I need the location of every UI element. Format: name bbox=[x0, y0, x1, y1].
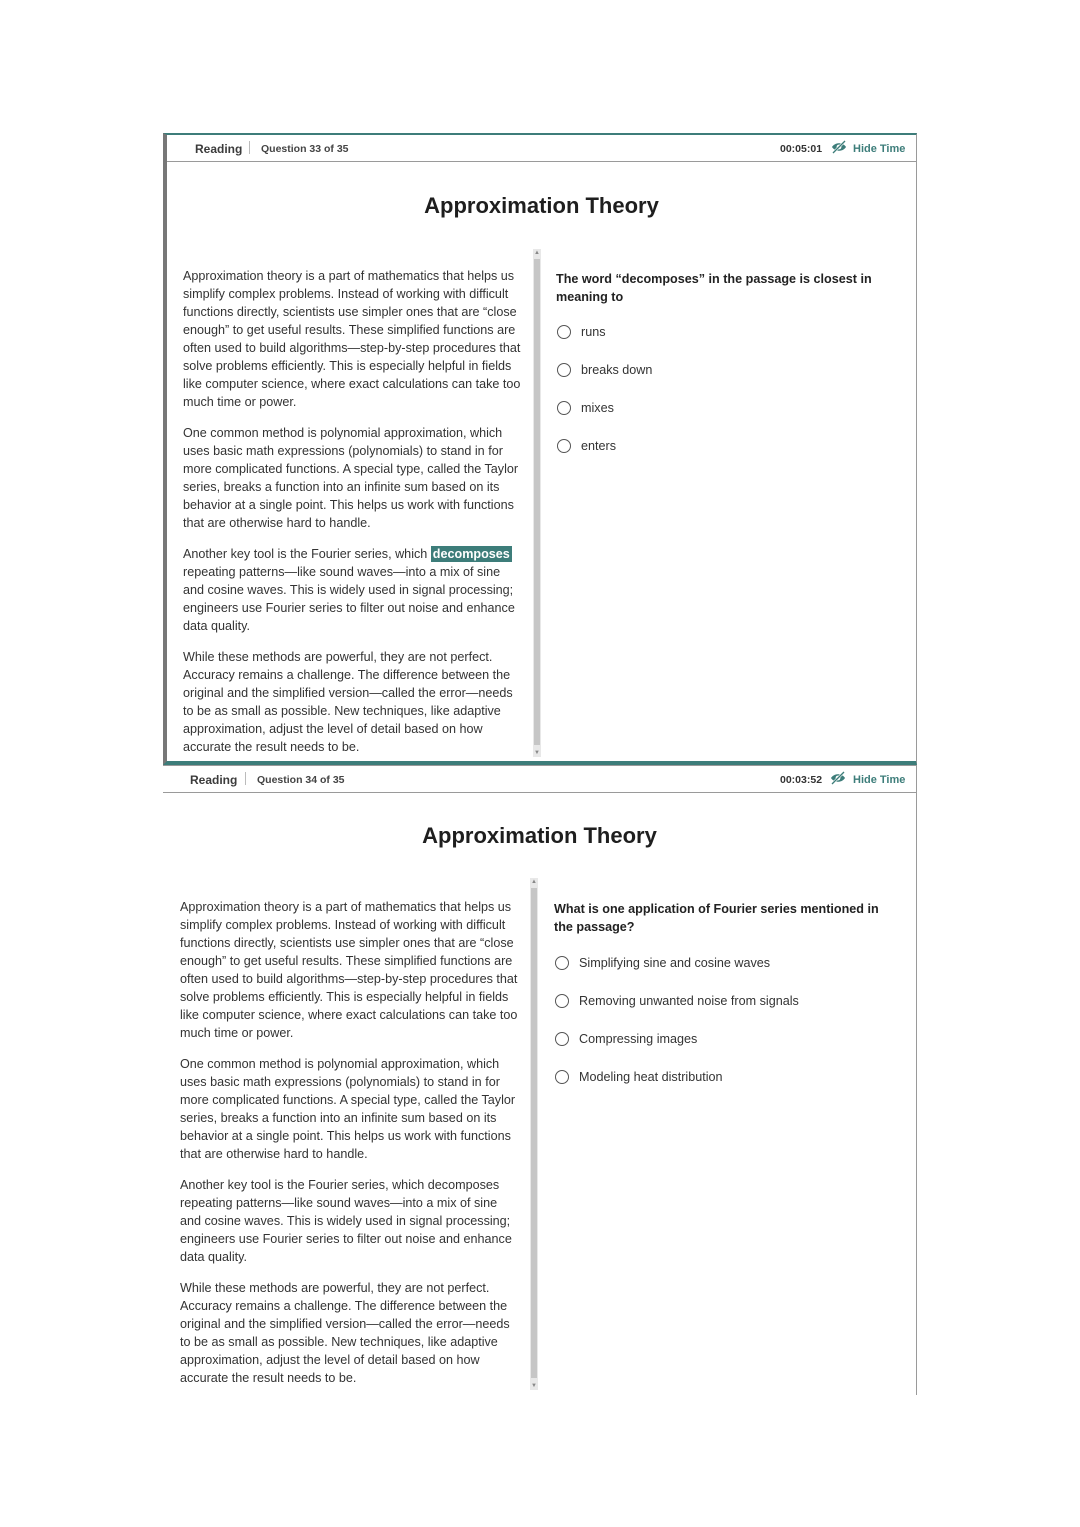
scroll-down-arrow-icon[interactable]: ▼ bbox=[531, 1383, 537, 1389]
passage-paragraph bbox=[183, 545, 523, 635]
passage-paragraph: While these methods are powerful, they are not perfect. Accuracy remains a challenge. The difference between the original and the simplified version—called the error—needs to be as small as possible. New techniques, like adaptive approximation, adjust the level of detail based on how accurate the result needs to be. bbox=[180, 1281, 510, 1385]
scroll-up-arrow-icon[interactable]: ▲ bbox=[534, 250, 540, 256]
scroll-down-arrow-icon[interactable]: ▼ bbox=[534, 750, 540, 756]
passage-text: repeating patterns—like sound waves—into a mix of sine and cosine waves. This is widely used in signal processing; engineers use Fourier series to filter out noise and enhance data quality. bbox=[183, 565, 515, 633]
top-bar bbox=[163, 765, 916, 793]
option-label: Modeling heat distribution bbox=[579, 1070, 723, 1084]
scrollbar-thumb[interactable] bbox=[534, 259, 540, 745]
radio-empty-icon[interactable] bbox=[557, 439, 571, 453]
divider bbox=[249, 141, 250, 154]
passage-paragraph: One common method is polynomial approximation, which uses basic math expressions (polynomials) to stand in for more complicated functions. A special type, called the Taylor series, breaks a function into an infinite sum based on its behavior at a single point. This helps us work with functions that are otherwise hard to handle. bbox=[180, 1057, 516, 1161]
answer-option[interactable] bbox=[557, 401, 652, 439]
option-label: breaks down bbox=[581, 363, 653, 377]
test-screen-question-33 bbox=[163, 133, 917, 765]
passage-paragraph: While these methods are powerful, they are not perfect. Accuracy remains a challenge. The difference between the original and the simplified version—called the error—needs to be as small as possible. New techniques, like adaptive approximation, adjust the level of detail based on how accurate the result needs to be. bbox=[183, 650, 513, 754]
radio-empty-icon[interactable] bbox=[555, 1032, 569, 1046]
passage-paragraph: Approximation theory is a part of mathematics that helps us simplify complex problems. Instead of working with difficult functions directly, scientists use simpler ones that are “close enough” to get useful results. These simplified functions are often used to build algorithms—step-by-step procedures that solve problems efficiently. This is especially helpful in fields like computer science, where exact calculations can take too much time or power. bbox=[180, 900, 518, 1040]
answer-options bbox=[555, 956, 799, 1108]
timer: 00:05:01 bbox=[780, 143, 823, 155]
scrollbar-thumb[interactable] bbox=[531, 888, 537, 1378]
question-counter: Question 34 of 35 bbox=[257, 774, 345, 786]
question-counter: Question 33 of 35 bbox=[261, 143, 349, 155]
radio-empty-icon[interactable] bbox=[557, 401, 571, 415]
section-label: Reading bbox=[195, 142, 243, 156]
option-label: Removing unwanted noise from signals bbox=[579, 994, 799, 1008]
test-screen-question-34 bbox=[163, 765, 917, 1395]
option-label: enters bbox=[581, 439, 617, 453]
radio-empty-icon[interactable] bbox=[557, 363, 571, 377]
page-title: Approximation Theory bbox=[424, 193, 659, 218]
highlighted-word: decomposes bbox=[432, 547, 510, 561]
passage-paragraph: Approximation theory is a part of mathematics that helps us simplify complex problems. Instead of working with difficult functions directly, scientists use simpler ones that are “close enough” to get useful results. These simplified functions are often used to build algorithms—step-by-step procedures that solve problems efficiently. This is especially helpful in fields like computer science, where exact calculations can take too much time or power. bbox=[183, 269, 521, 409]
section-label: Reading bbox=[190, 773, 238, 787]
question-text: The word “decomposes” in the passage is closest in meaning to bbox=[556, 272, 872, 304]
option-label: Compressing images bbox=[579, 1032, 698, 1046]
answer-option[interactable] bbox=[555, 956, 799, 994]
eye-slash-icon[interactable] bbox=[830, 771, 846, 785]
scroll-up-arrow-icon[interactable]: ▲ bbox=[531, 879, 537, 885]
option-label: runs bbox=[581, 325, 606, 339]
eye-slash-icon[interactable] bbox=[831, 140, 847, 154]
top-bar bbox=[167, 135, 916, 162]
radio-empty-icon[interactable] bbox=[557, 325, 571, 339]
answer-options bbox=[557, 325, 652, 477]
hide-time-button[interactable]: Hide Time bbox=[853, 774, 906, 786]
passage-scrollbar[interactable] bbox=[530, 878, 538, 1390]
radio-empty-icon[interactable] bbox=[555, 1070, 569, 1084]
passage-paragraph: Another key tool is the Fourier series, which decomposes repeating patterns—like sound waves—into a mix of sine and cosine waves. This is widely used in signal processing; engineers use Fourier series to filter out noise and enhance data quality. bbox=[180, 1178, 512, 1264]
answer-option[interactable] bbox=[555, 1032, 799, 1070]
passage-scrollbar[interactable] bbox=[533, 249, 541, 757]
passage-paragraph: One common method is polynomial approximation, which uses basic math expressions (polynomials) to stand in for more complicated functions. A special type, called the Taylor series, breaks a function into an infinite sum based on its behavior at a single point. This helps us work with functions that are otherwise hard to handle. bbox=[183, 426, 519, 530]
hide-time-button[interactable]: Hide Time bbox=[853, 143, 906, 155]
timer: 00:03:52 bbox=[780, 774, 823, 786]
answer-option[interactable] bbox=[555, 1070, 799, 1108]
reading-passage bbox=[180, 898, 520, 1400]
radio-empty-icon[interactable] bbox=[555, 994, 569, 1008]
option-label: Simplifying sine and cosine waves bbox=[579, 956, 771, 970]
option-label: mixes bbox=[581, 401, 614, 415]
answer-option[interactable] bbox=[557, 363, 652, 401]
reading-passage bbox=[183, 267, 523, 769]
answer-option[interactable] bbox=[557, 325, 652, 363]
passage-text: Another key tool is the Fourier series, which bbox=[183, 547, 431, 561]
question-text: What is one application of Fourier series mentioned in the passage? bbox=[554, 902, 879, 934]
page-title: Approximation Theory bbox=[422, 823, 657, 848]
answer-option[interactable] bbox=[555, 994, 799, 1032]
radio-empty-icon[interactable] bbox=[555, 956, 569, 970]
divider bbox=[245, 772, 246, 785]
answer-option[interactable] bbox=[557, 439, 652, 477]
